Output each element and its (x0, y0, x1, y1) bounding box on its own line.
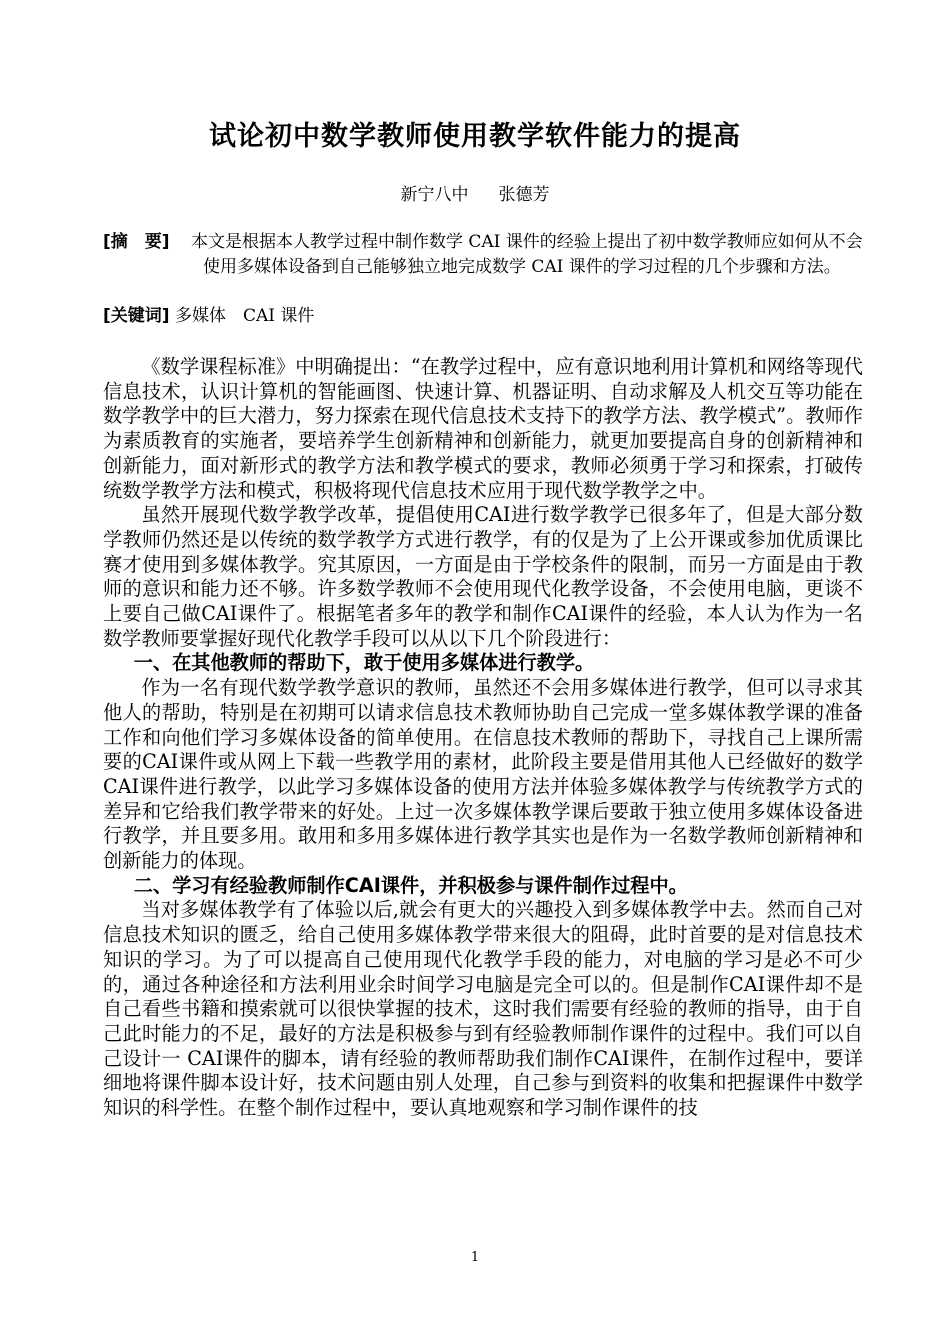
author-name: 张德芳 (498, 185, 550, 205)
section-heading: 一、在其他教师的帮助下，敢于使用多媒体进行教学。 (133, 651, 595, 675)
document-title: 试论初中数学教师使用教学软件能力的提高 (209, 121, 741, 152)
keywords-text: 多媒体 CAI 课件 (174, 306, 315, 326)
author-line (0, 180, 950, 205)
body-text (103, 355, 863, 1121)
paragraph: 作为一名有现代数学教学意识的教师，虽然还不会用多媒体进行教学，但可以寻求其他人的帮助，特别是在初期可以请求信息技术教师协助自己完成一堂多媒体教学课的准备工作和向他们学习多媒体设备的简单使用。在信息技术教师的帮助下，寻找自己上课所需要的CAI课件或从网上下载一些教学用的素材，此阶段主要是借用其他人已经做好的数学CAI课件进行教学，以此学习多媒体设备的使用方法并体验多媒体教学与传统教学方式的差异和它给我们教学带来的好处。上过一次多媒体教学课后要敢于独立使用多媒体设备进行教学，并且要多用。敢用和多用多媒体进行教学其实也是作为一名数学教师创新精神和创新能力的体现。 (103, 676, 863, 873)
paragraph: 《数学课程标准》中明确提出：“在教学过程中，应有意识地利用计算机和网络等现代信息技术，认识计算机的智能画图、快速计算、机器证明、自动求解及人机交互等功能在数学教学中的巨大潜力，努力探索在现代信息技术支持下的教学方法、教学模式”。教师作为素质教育的实施者，要培养学生创新精神和创新能力，就更加要提高自身的创新精神和创新能力，面对新形式的教学方法和教学模式的要求，教师必须勇于学习和探索，打破传统数学教学方法和模式，积极将现代信息技术应用于现代数学教学之中。 (103, 355, 863, 502)
section-heading: 二、学习有经验教师制作CAI课件，并积极参与课件制作过程中。 (133, 873, 688, 897)
keywords-label: [关键词] (103, 306, 170, 326)
author-school: 新宁八中 (400, 185, 469, 205)
paragraph: 虽然开展现代数学教学改革，提倡使用CAI进行数学教学已很多年了，但是大部分数学教师仍然还是以传统的数学教学方式进行教学，有的仅是为了上公开课或参加优质课比赛才使用到多媒体教学。究其原因，一方面是由于学校条件的限制，而另一方面是由于教师的意识和能力还不够。许多数学教师不会使用现代化教学设备，不会使用电脑，更谈不上要自己做CAI课件了。根据笔者多年的教学和制作CAI课件的经验，本人认为作为一名数学教师要掌握好现代化教学手段可以从以下几个阶段进行： (103, 503, 863, 650)
abstract (103, 230, 863, 280)
paragraph: 当对多媒体教学有了体验以后,就会有更大的兴趣投入到多媒体教学中去。然而自己对信息技术知识的匮乏，给自己使用多媒体教学带来很大的阻碍，此时首要的是对信息技术知识的学习。为了可以提高自己使用现代化教学手段的能力，对电脑的学习是必不可少的，通过各种途径和方法利用业余时间学习电脑是完全可以的。但是制作CAI课件却不是自己看些书籍和摸索就可以很快掌握的技术，这时我们需要有经验的教师的指导，由于自己此时能力的不足，最好的方法是积极参与到有经验教师制作课件的过程中。我们可以自己设计一 CAI课件的脚本，请有经验的教师帮助我们制作CAI课件，在制作过程中，要详细地将课件脚本设计好，技术问题由别人处理，自己参与到资料的收集和把握课件中数学知识的科学性。在整个制作过程中，要认真地观察和学习制作课件的技 (103, 898, 863, 1120)
abstract-label: [摘 要] (103, 232, 170, 252)
keywords (103, 304, 863, 329)
page-number: 1 (470, 1250, 480, 1265)
abstract-text: 本文是根据本人教学过程中制作数学 CAI 课件的经验上提出了初中数学教师应如何从不会使用多媒体设备到自己能够独立地完成数学 CAI 课件的学习过程的几个步骤和方法。 (191, 232, 863, 277)
